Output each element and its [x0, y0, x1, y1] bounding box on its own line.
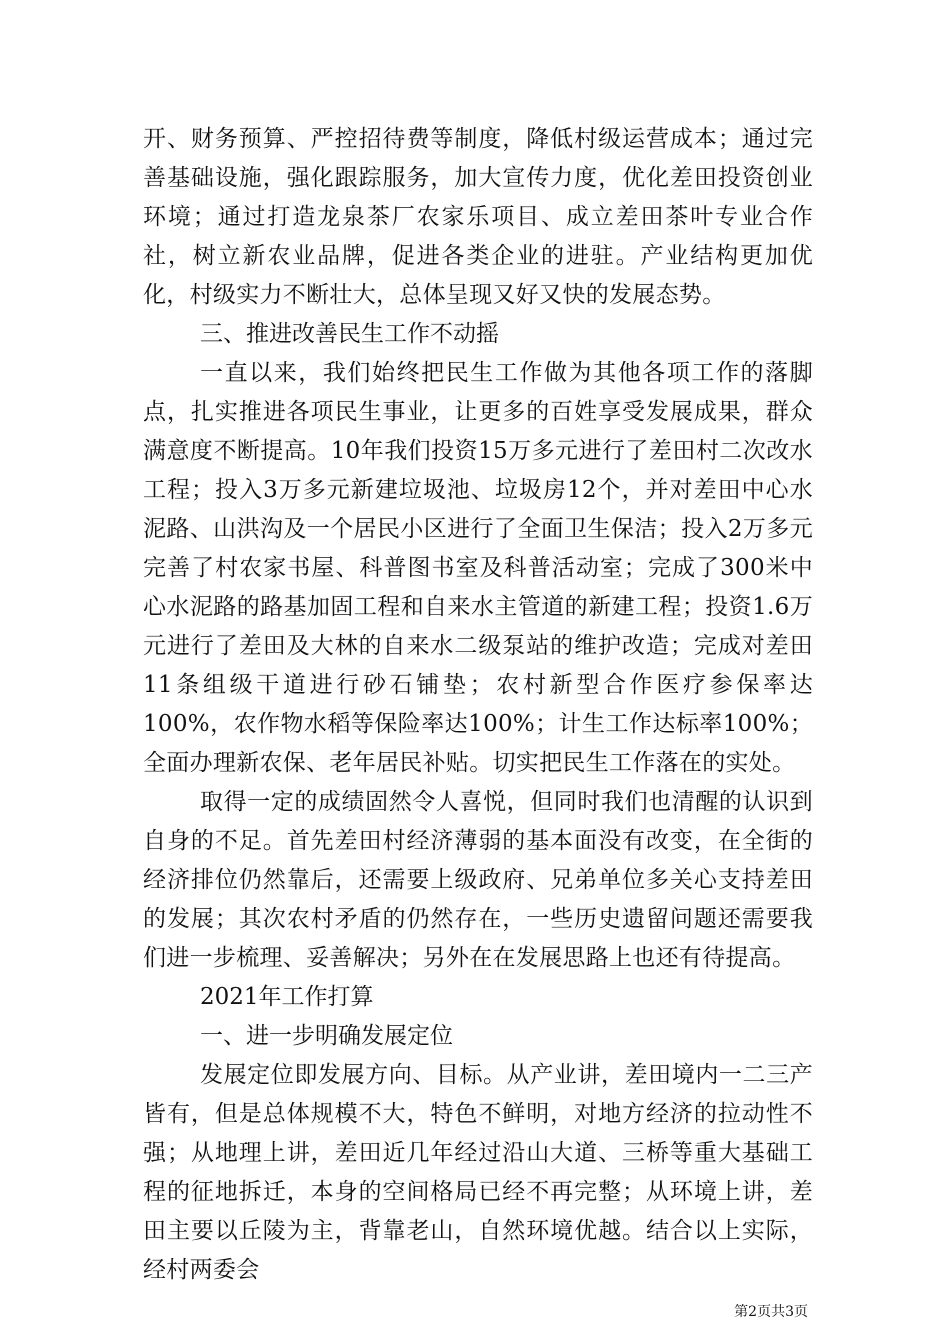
page-number-footer: 第2页共3页 — [734, 1304, 808, 1320]
document-body — [143, 120, 813, 1290]
body-paragraph: 发展定位即发展方向、目标。从产业讲，差田境内一二三产皆有，但是总体规模不大，特色不鲜明，对地方经济的拉动性不强；从地理上讲，差田近几年经过沿山大道、三桥等重大基础工程的征地拆迁，本身的空间格局已经不再完整；从环境上讲，差田主要以丘陵为主，背靠老山，自然环境优越。结合以上实际，经村两委会 — [143, 1062, 813, 1283]
section-heading: 2021年工作打算 — [200, 984, 374, 1010]
body-paragraph: 一直以来，我们始终把民生工作做为其他各项工作的落脚点，扎实推进各项民生事业，让更多的百姓享受发展成果，群众满意度不断提高。10年我们投资15万多元进行了差田村二次改水工程；投入3万多元新建垃圾池、垃圾房12个，并对差田中心水泥路、山洪沟及一个居民小区进行了全面卫生保洁；投入2万多元完善了村农家书屋、科普图书室及科普活动室；完成了300米中心水泥路的路基加固工程和自来水主管道的新建工程；投资1.6万元进行了差田及大林的自来水二级泵站的维护改造；完成对差田11条组级干道进行砂石铺垫；农村新型合作医疗参保率达100%，农作物水稻等保险率达100%；计生工作达标率100%；全面办理新农保、老年居民补贴。切实把民生工作落在的实处。 — [143, 360, 813, 776]
body-paragraph: 取得一定的成绩固然令人喜悦，但同时我们也清醒的认识到自身的不足。首先差田村经济薄弱的基本面没有改变，在全街的经济排位仍然靠后，还需要上级政府、兄弟单位多关心支持差田的发展；其次农村矛盾的仍然存在，一些历史遗留问题还需要我们进一步梳理、妥善解决；另外在在发展思路上也还有待提高。 — [143, 789, 813, 971]
section-heading: 三、推进改善民生工作不动摇 — [200, 321, 499, 347]
section-heading: 一、进一步明确发展定位 — [200, 1023, 453, 1049]
body-paragraph: 开、财务预算、严控招待费等制度，降低村级运营成本；通过完善基础设施，强化跟踪服务，加大宣传力度，优化差田投资创业环境；通过打造龙泉茶厂农家乐项目、成立差田茶叶专业合作社，树立新农业品牌，促进各类企业的进驻。产业结构更加优化，村级实力不断壮大，总体呈现又好又快的发展态势。 — [143, 126, 813, 308]
